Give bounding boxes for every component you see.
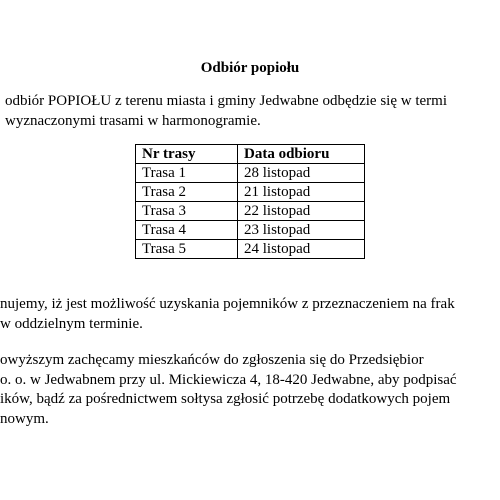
schedule-table <box>135 144 365 259</box>
table-header-row <box>136 145 365 164</box>
date-cell: 22 listopad <box>238 202 365 221</box>
table-row <box>136 183 365 202</box>
document-title: Odbiór popiołu <box>200 60 300 76</box>
date-cell: 23 listopad <box>238 221 365 240</box>
table-row <box>136 202 365 221</box>
route-cell: Trasa 2 <box>136 183 238 202</box>
para3-line-4: nowym. <box>0 411 49 427</box>
table-row <box>136 221 365 240</box>
table-row <box>136 164 365 183</box>
column-header-route: Nr trasy <box>136 145 238 164</box>
table-row <box>136 240 365 259</box>
date-cell: 21 listopad <box>238 183 365 202</box>
date-cell: 24 listopad <box>238 240 365 259</box>
route-cell: Trasa 1 <box>136 164 238 183</box>
para3-line-3: ików, bądź za pośrednictwem sołtysa zgłosić potrzebę dodatkowych pojem <box>0 391 451 407</box>
intro-line-2: wyznaczonymi trasami w harmonogramie. <box>5 113 261 129</box>
intro-line-1: odbiór POPIOŁU z terenu miasta i gminy Jedwabne odbędzie się w termi <box>5 93 447 109</box>
column-header-date: Data odbioru <box>238 145 365 164</box>
para3-line-1: owyższym zachęcamy mieszkańców do zgłoszenia się do Przedsiębior <box>0 352 424 368</box>
date-cell: 28 listopad <box>238 164 365 183</box>
para2-line-2: w oddzielnym terminie. <box>0 316 143 332</box>
route-cell: Trasa 3 <box>136 202 238 221</box>
para2-line-1: nujemy, iż jest możliwość uzyskania pojemników z przeznaczeniem na frak <box>0 296 455 312</box>
para3-line-2: o. o. w Jedwabnem przy ul. Mickiewicza 4, 18-420 Jedwabne, aby podpisać <box>0 372 457 388</box>
route-cell: Trasa 5 <box>136 240 238 259</box>
route-cell: Trasa 4 <box>136 221 238 240</box>
